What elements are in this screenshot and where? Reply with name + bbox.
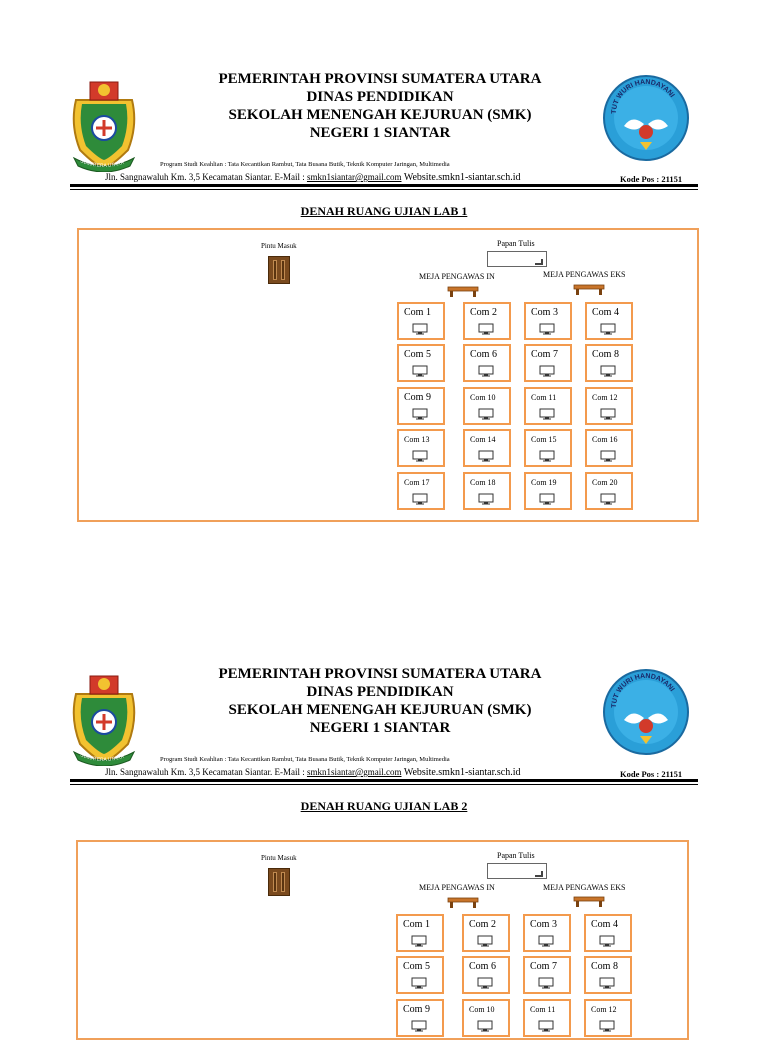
- left-logo-text: SUMATERA UTARA: [79, 158, 125, 170]
- monitor-icon: [599, 1020, 615, 1032]
- monitor-icon: [478, 323, 494, 335]
- whiteboard-icon: [487, 863, 547, 879]
- school-address: [105, 767, 521, 778]
- computer-station: [523, 999, 571, 1037]
- monitor-icon: [538, 935, 554, 947]
- letterhead-line-1: PEMERINTAH PROVINSI SUMATERA UTARA: [218, 71, 542, 87]
- monitor-icon: [599, 935, 615, 947]
- monitor-icon: [599, 977, 615, 989]
- monitor-icon: [478, 408, 494, 420]
- header-rule-thin: [70, 189, 698, 190]
- computer-station: [397, 472, 445, 510]
- monitor-icon: [412, 365, 428, 377]
- desk-eks-icon: [573, 895, 605, 907]
- monitor-icon: [600, 365, 616, 377]
- computer-label: Com 1: [403, 919, 430, 930]
- door-label: Pintu Masuk: [261, 242, 297, 250]
- computer-label: Com 5: [404, 349, 431, 360]
- header-rule: [70, 184, 698, 187]
- address-text: Jln. Sangnawaluh Km. 3,5 Kecamatan Siantar. E-Mail :: [105, 172, 307, 182]
- monitor-icon: [412, 323, 428, 335]
- computer-station: [397, 302, 445, 340]
- computer-station: [524, 429, 572, 467]
- header-rule-thin: [70, 784, 698, 785]
- monitor-icon: [477, 977, 493, 989]
- computer-station: [584, 999, 632, 1037]
- right-logo-text: TUT WURI HANDAYANI: [610, 78, 676, 115]
- computer-label: Com 6: [470, 349, 497, 360]
- monitor-icon: [477, 1020, 493, 1032]
- computer-station: [462, 956, 510, 994]
- monitor-icon: [412, 450, 428, 462]
- computer-station: [462, 999, 510, 1037]
- website-text: Website.smkn1-siantar.sch.id: [401, 767, 521, 778]
- computer-station: [462, 914, 510, 952]
- computer-label: Com 7: [531, 349, 558, 360]
- computer-station: [397, 387, 445, 425]
- computer-label: Com 8: [591, 961, 618, 972]
- computer-label: Com 2: [470, 307, 497, 318]
- computer-station: [584, 914, 632, 952]
- door-icon: [268, 868, 290, 896]
- computer-label: Com 13: [404, 435, 430, 444]
- plan-title: DENAH RUANG UJIAN LAB 2: [300, 799, 468, 813]
- letterhead-line-2: DINAS PENDIDIKAN: [306, 89, 454, 105]
- monitor-icon: [538, 977, 554, 989]
- desk-eks-label: MEJA PENGAWAS EKS: [543, 270, 626, 279]
- computer-label: Com 3: [531, 307, 558, 318]
- computer-label: Com 10: [470, 393, 496, 402]
- email-link[interactable]: smkn1siantar@gmail.com: [306, 767, 402, 777]
- computer-label: Com 3: [530, 919, 557, 930]
- computer-label: Com 9: [403, 1004, 430, 1015]
- room-plan: [77, 228, 699, 522]
- computer-station: [463, 429, 511, 467]
- computer-label: Com 10: [469, 1005, 495, 1014]
- computer-station: [584, 956, 632, 994]
- computer-label: Com 15: [531, 435, 557, 444]
- computer-station: [585, 472, 633, 510]
- letterhead-line-4: NEGERI 1 SIANTAR: [309, 125, 451, 141]
- computer-station: [585, 302, 633, 340]
- letterhead-line-3: SEKOLAH MENENGAH KEJURUAN (SMK): [228, 702, 532, 718]
- computer-station: [463, 472, 511, 510]
- right-logo-text: TUT WURI HANDAYANI: [610, 672, 676, 709]
- computer-label: Com 14: [470, 435, 496, 444]
- email-link[interactable]: smkn1siantar@gmail.com: [306, 172, 402, 182]
- computer-station: [524, 302, 572, 340]
- desk-eks-icon: [573, 283, 605, 295]
- computer-label: Com 9: [404, 392, 431, 403]
- letterhead-line-4: NEGERI 1 SIANTAR: [309, 720, 451, 736]
- monitor-icon: [539, 408, 555, 420]
- computer-label: Com 4: [591, 919, 618, 930]
- door-label: Pintu Masuk: [261, 854, 297, 862]
- room-plan: [76, 840, 689, 1040]
- monitor-icon: [600, 408, 616, 420]
- computer-station: [397, 344, 445, 382]
- monitor-icon: [539, 365, 555, 377]
- monitor-icon: [600, 323, 616, 335]
- left-logo-text: SUMATERA UTARA: [79, 752, 125, 764]
- board-label: Papan Tulis: [497, 851, 535, 860]
- board-label: Papan Tulis: [497, 239, 535, 248]
- computer-station: [396, 956, 444, 994]
- door-icon: [268, 256, 290, 284]
- computer-station: [585, 387, 633, 425]
- monitor-icon: [600, 450, 616, 462]
- letterhead-line-3: SEKOLAH MENENGAH KEJURUAN (SMK): [228, 107, 532, 123]
- letterhead-line-1: PEMERINTAH PROVINSI SUMATERA UTARA: [218, 666, 542, 682]
- monitor-icon: [539, 450, 555, 462]
- computer-label: Com 7: [530, 961, 557, 972]
- letterhead-title: [160, 665, 600, 737]
- desk-eks-label: MEJA PENGAWAS EKS: [543, 883, 626, 892]
- document-page-2: [0, 596, 768, 1024]
- computer-station: [585, 429, 633, 467]
- computer-label: Com 19: [531, 478, 557, 487]
- postal-code: Kode Pos : 21151: [620, 174, 683, 184]
- computer-label: Com 11: [531, 393, 557, 402]
- computer-label: Com 6: [469, 961, 496, 972]
- computer-label: Com 11: [530, 1005, 556, 1014]
- computer-station: [396, 999, 444, 1037]
- computer-label: Com 16: [592, 435, 618, 444]
- monitor-icon: [412, 408, 428, 420]
- monitor-icon: [538, 1020, 554, 1032]
- computer-station: [396, 914, 444, 952]
- monitor-icon: [412, 493, 428, 505]
- computer-station: [524, 387, 572, 425]
- school-address: [105, 172, 521, 183]
- study-programs: Program Studi Keahlian : Tata Kecantikan Rambut, Tata Busana Butik, Teknik Komputer Jaringan, Multimedia: [160, 756, 450, 763]
- computer-label: Com 12: [592, 393, 618, 402]
- monitor-icon: [411, 935, 427, 947]
- computer-label: Com 18: [470, 478, 496, 487]
- computer-label: Com 8: [592, 349, 619, 360]
- address-text: Jln. Sangnawaluh Km. 3,5 Kecamatan Siantar. E-Mail :: [105, 767, 307, 777]
- computer-label: Com 4: [592, 307, 619, 318]
- computer-label: Com 5: [403, 961, 430, 972]
- computer-label: Com 20: [592, 478, 618, 487]
- computer-station: [523, 956, 571, 994]
- computer-station: [524, 472, 572, 510]
- whiteboard-icon: [487, 251, 547, 267]
- tut-wuri-handayani-emblem-icon: [602, 668, 690, 756]
- postal-code: Kode Pos : 21151: [620, 769, 683, 779]
- computer-station: [397, 429, 445, 467]
- study-programs: Program Studi Keahlian : Tata Kecantikan Rambut, Tata Busana Butik, Teknik Komputer Jaringan, Multimedia: [160, 161, 450, 168]
- monitor-icon: [600, 493, 616, 505]
- computer-station: [585, 344, 633, 382]
- monitor-icon: [478, 450, 494, 462]
- computer-station: [463, 302, 511, 340]
- monitor-icon: [411, 1020, 427, 1032]
- monitor-icon: [539, 323, 555, 335]
- provincial-crest-icon: [66, 70, 142, 172]
- website-text: Website.smkn1-siantar.sch.id: [401, 172, 521, 183]
- monitor-icon: [478, 493, 494, 505]
- computer-label: Com 1: [404, 307, 431, 318]
- plan-title: DENAH RUANG UJIAN LAB 1: [300, 204, 468, 218]
- header-rule: [70, 779, 698, 782]
- monitor-icon: [478, 365, 494, 377]
- computer-station: [463, 387, 511, 425]
- letterhead-line-2: DINAS PENDIDIKAN: [306, 684, 454, 700]
- letterhead-title: [160, 70, 600, 142]
- computer-station: [523, 914, 571, 952]
- computer-station: [524, 344, 572, 382]
- desk-in-label: MEJA PENGAWAS IN: [419, 883, 495, 892]
- provincial-crest-icon: [66, 664, 142, 766]
- desk-in-icon: [447, 285, 479, 297]
- computer-station: [463, 344, 511, 382]
- monitor-icon: [411, 977, 427, 989]
- computer-label: Com 12: [591, 1005, 617, 1014]
- desk-in-icon: [447, 896, 479, 908]
- tut-wuri-handayani-emblem-icon: [602, 74, 690, 162]
- computer-label: Com 17: [404, 478, 430, 487]
- computer-label: Com 2: [469, 919, 496, 930]
- desk-in-label: MEJA PENGAWAS IN: [419, 272, 495, 281]
- monitor-icon: [477, 935, 493, 947]
- monitor-icon: [539, 493, 555, 505]
